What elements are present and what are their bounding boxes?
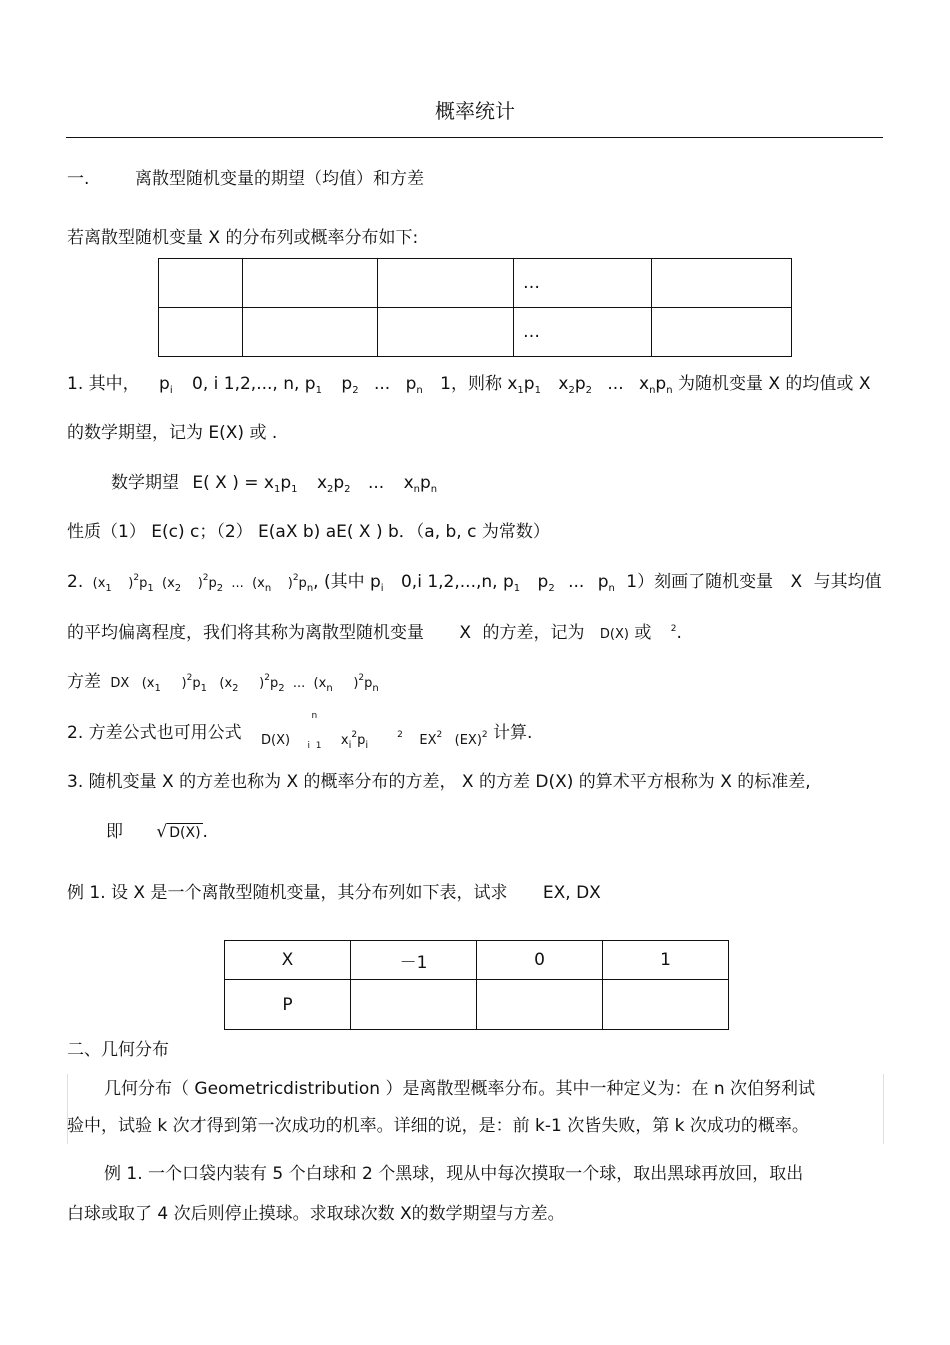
section1-heading: 离散型随机变量的期望（均值）和方差 (135, 169, 424, 189)
mean-definition-line1: 1. 其中， $p_i$ 0, i 1,2,..., n, $p_1$ $p_2$ ... $p_n$ 1，则称 $x_1p_1$ $x_2p_2$ ... $x_np_n$ 为随机变量 X 的均值或 X (67, 374, 871, 396)
quote-bar-right (883, 1074, 884, 1144)
std-dev-line1: 3. 随机变量 X 的方差也称为 X 的概率分布的方差， X 的方差 D(X) 的算术平方根称为 X 的标准差, (67, 772, 811, 792)
section1-number: 一. (67, 169, 90, 189)
section2-heading: 二、几何分布 (67, 1040, 169, 1060)
example1-header-cell: 1 (603, 941, 729, 980)
variance-alt-formula: 2. 方差公式也可用公式 $_{D(X)}$ n i 1 $_{x_i^2p_i ^2 EX^2 (EX)^2}$ 计算. (67, 711, 533, 751)
dist-ellipsis-bottom: … (514, 308, 652, 357)
distribution-intro: 若离散型随机变量 X 的分布列或概率分布如下: (67, 228, 419, 248)
variance-definition-line1: 2. ($x_1$ )$^2p_1$ ($x_2$ )$^2p_2$ ... ($x_n$ )$^2p_n$, (其中 $p_i$ 0,i 1,2,...,n, $p_1$ $p_2$ ... $p_n$ 1）刻画了随机变量 X 与其均值 (67, 572, 882, 594)
dist-cell (652, 259, 792, 308)
dist-cell (652, 308, 792, 357)
example1-table (224, 940, 729, 1030)
expectation-formula: 数学期望 E( X ) = $x_1p_1$ $x_2p_2$ ... $x_np_n$ (111, 473, 438, 495)
example1-prompt: 例 1. 设 X 是一个离散型随机变量，其分布列如下表，试求 EX, DX (67, 883, 601, 903)
example1-p-cell (603, 980, 729, 1030)
variance-definition-line2: 的平均偏离程度，我们将其称为离散型随机变量 X 的方差，记为 D(X) 或 $^2$. (67, 623, 682, 643)
variance-formula: 方差 DX ($x_1$ )$^2p_1$ ($x_2$ )$^2p_2$ ... ($x_n$ )$^2p_n$ (67, 672, 379, 694)
page-title: 概率统计 (435, 99, 515, 123)
dist-cell (378, 308, 514, 357)
expectation-properties: 性质（1） E(c) c；（2） E(aX b) aE( X ) b．（a, b, c 为常数） (67, 522, 550, 542)
example1-header-cell: －1 (351, 941, 477, 980)
dist-cell (159, 308, 243, 357)
dist-cell (378, 259, 514, 308)
example1-p-label: P (225, 980, 351, 1030)
std-dev-line2: 即 √ D(X) . (106, 822, 208, 842)
example1-header-cell: 0 (477, 941, 603, 980)
distribution-table (158, 258, 792, 357)
dist-cell (159, 259, 243, 308)
example1-header-cell: X (225, 941, 351, 980)
example2-line1: 例 1. 一个口袋内装有 5 个白球和 2 个黑球，现从中每次摸取一个球，取出黑球再放回，取出 (104, 1164, 804, 1184)
title-rule (66, 137, 883, 138)
geometric-definition-line2: 验中，试验 k 次才得到第一次成功的机率。详细的说，是：前 k-1 次皆失败，第 k 次成功的概率。 (67, 1116, 809, 1136)
example1-p-cell (477, 980, 603, 1030)
dist-cell (243, 308, 378, 357)
example1-p-cell (351, 980, 477, 1030)
dist-cell (243, 259, 378, 308)
geometric-definition-line1: 几何分布（ Geometricdistribution ）是离散型概率分布。其中一种定义为：在 n 次伯努利试 (104, 1079, 816, 1099)
dist-ellipsis-top: … (514, 259, 652, 308)
mean-definition-line2: 的数学期望，记为 E(X) 或 . (67, 423, 278, 443)
example2-line2: 白球或取了 4 次后则停止摸球。求取球次数 X的数学期望与方差。 (67, 1204, 565, 1224)
